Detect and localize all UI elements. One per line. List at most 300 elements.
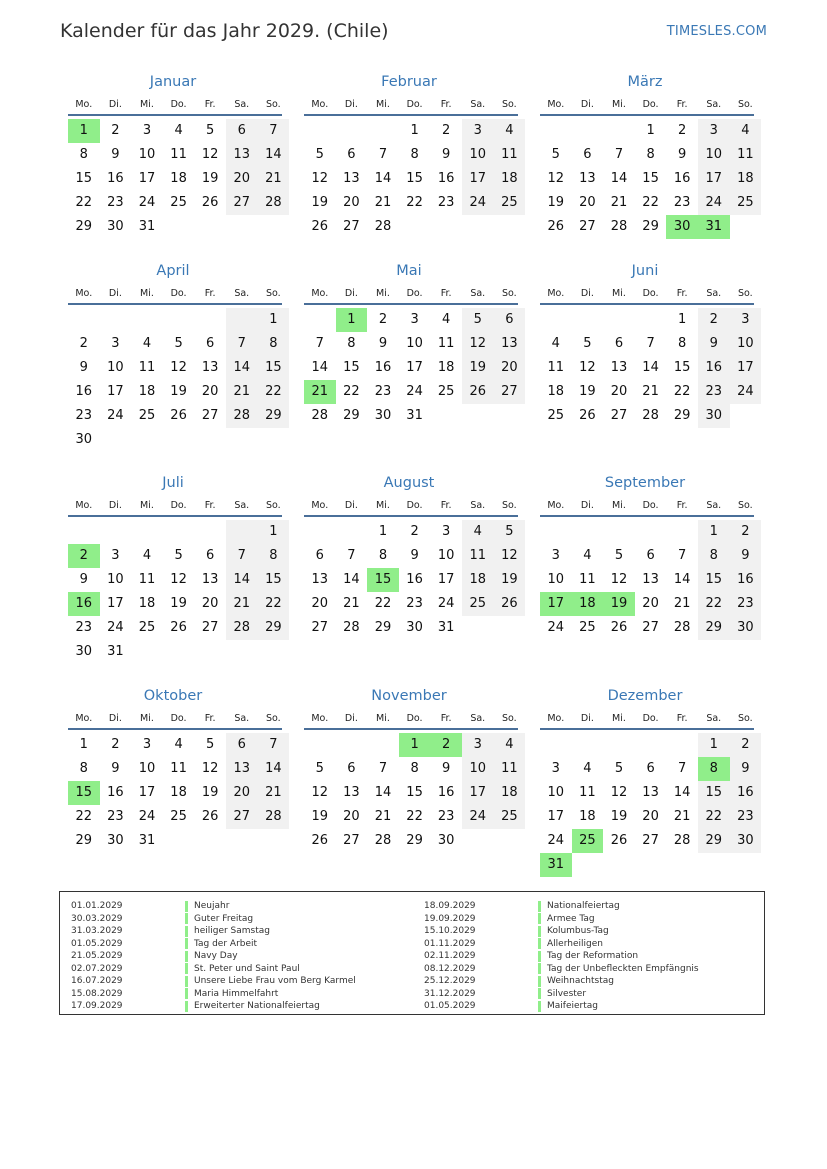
- calendar-day: 8: [347, 336, 356, 351]
- holiday-day: 25: [572, 829, 604, 853]
- legend-entry: [424, 963, 699, 976]
- calendar-day: 15: [258, 568, 290, 592]
- calendar-day: 19: [547, 195, 565, 210]
- weekday-header: [540, 710, 754, 730]
- calendar-day: 26: [610, 833, 628, 848]
- calendar-day: 16: [437, 785, 455, 800]
- holiday-day: 19: [603, 592, 635, 616]
- calendar-day: 3: [551, 761, 560, 776]
- holiday-day: 15: [68, 781, 100, 805]
- legend-date: 01.05.2029: [424, 1001, 476, 1012]
- calendar-day: 15: [673, 360, 691, 375]
- calendar-day: 22: [75, 195, 93, 210]
- calendar-day: 14: [258, 143, 290, 167]
- holiday-day: 21: [304, 380, 336, 404]
- legend-date: 21.05.2029: [71, 951, 123, 962]
- calendar-day: 2: [378, 312, 388, 327]
- calendar-day: 7: [378, 147, 388, 162]
- calendar-day: 10: [462, 757, 494, 781]
- weekday-header: [68, 96, 282, 116]
- weekday-label: Di.: [108, 99, 122, 110]
- weekday-label: Di.: [344, 500, 358, 511]
- month-10: [62, 686, 282, 853]
- calendar-day: 10: [547, 572, 565, 587]
- calendar-day: 18: [462, 568, 494, 592]
- calendar-day: 3: [142, 737, 152, 752]
- calendar-day: 22: [75, 809, 93, 824]
- legend-column-left: [71, 900, 356, 1013]
- calendar-day: 9: [79, 360, 88, 375]
- calendar-day: 12: [610, 785, 628, 800]
- calendar-day: 14: [258, 757, 290, 781]
- calendar-day: 12: [610, 572, 628, 587]
- calendar-day: 24: [138, 195, 156, 210]
- weekday-header: [304, 285, 518, 305]
- calendar-day: 20: [201, 596, 219, 611]
- calendar-day: 16: [698, 356, 730, 380]
- calendar-day: 17: [730, 356, 762, 380]
- calendar-day: 7: [226, 332, 258, 356]
- calendar-day: 9: [678, 147, 687, 162]
- calendar-day: 5: [583, 336, 592, 351]
- legend-color-marker: [538, 913, 541, 924]
- calendar-day: 20: [226, 167, 258, 191]
- legend-entry: [424, 925, 699, 938]
- month-3: [534, 72, 754, 239]
- weekday-header: [304, 497, 518, 517]
- calendar-day: 2: [730, 733, 762, 757]
- calendar-day: 9: [378, 336, 388, 351]
- legend-entry: [424, 950, 699, 963]
- calendar-day: 20: [343, 195, 360, 210]
- calendar-day: 23: [437, 809, 455, 824]
- legend-color-marker: [538, 938, 541, 949]
- weekday-label: Di.: [108, 288, 122, 299]
- weekday-label: Fr.: [676, 500, 688, 511]
- calendar-day: 5: [614, 548, 624, 563]
- calendar-day: 14: [374, 171, 392, 186]
- empty-cell: [572, 733, 604, 757]
- calendar-day: 10: [107, 360, 124, 375]
- calendar-day: 13: [642, 572, 659, 587]
- day-grid: [68, 308, 282, 452]
- calendar-day: 28: [258, 191, 290, 215]
- calendar-day: 9: [111, 147, 120, 162]
- weekday-label: Sa.: [234, 500, 250, 511]
- calendar-day: 22: [698, 805, 730, 829]
- empty-cell: [666, 520, 698, 544]
- calendar-day: 11: [138, 360, 156, 375]
- calendar-day: 24: [406, 384, 423, 399]
- weekday-label: Fr.: [204, 500, 216, 511]
- calendar-day: 19: [170, 596, 187, 611]
- calendar-day: 28: [673, 833, 691, 848]
- weekday-label: Mi.: [376, 500, 390, 511]
- calendar-day: 10: [547, 785, 565, 800]
- day-grid: [304, 119, 518, 239]
- calendar-day: 9: [730, 544, 762, 568]
- calendar-day: 22: [258, 592, 290, 616]
- calendar-day: 6: [494, 308, 526, 332]
- empty-cell: [635, 520, 667, 544]
- legend-date: 18.09.2029: [424, 901, 476, 912]
- calendar-day: 8: [378, 548, 388, 563]
- calendar-day: 14: [610, 171, 628, 186]
- calendar-day: 4: [142, 548, 152, 563]
- calendar-day: 25: [170, 195, 187, 210]
- legend-entry: [71, 988, 356, 1001]
- weekday-header: [68, 285, 282, 305]
- legend-column-right: [424, 900, 699, 1013]
- calendar-day: 21: [258, 781, 290, 805]
- calendar-day: 8: [258, 332, 290, 356]
- weekday-label: Sa.: [470, 713, 486, 724]
- calendar-day: 17: [107, 596, 124, 611]
- weekday-label: Mi.: [140, 500, 154, 511]
- legend-color-marker: [538, 963, 541, 974]
- calendar-day: 6: [583, 147, 592, 162]
- legend-label: Maifeiertag: [547, 1001, 598, 1012]
- day-grid: [304, 733, 518, 853]
- legend-entry: [424, 900, 699, 913]
- calendar-day: 25: [138, 408, 156, 423]
- calendar-day: 4: [494, 119, 526, 143]
- calendar-day: 25: [437, 384, 455, 399]
- weekday-label: So.: [266, 99, 281, 110]
- legend-entry: [71, 1000, 356, 1013]
- calendar-day: 28: [374, 219, 392, 234]
- empty-cell: [572, 119, 604, 143]
- calendar-day: 6: [226, 119, 258, 143]
- calendar-day: 16: [673, 171, 691, 186]
- calendar-day: 29: [698, 829, 730, 853]
- empty-cell: [131, 520, 163, 544]
- calendar-day: 17: [437, 572, 455, 587]
- calendar-day: 22: [406, 195, 423, 210]
- empty-cell: [540, 733, 572, 757]
- empty-cell: [100, 520, 132, 544]
- calendar-day: 24: [730, 380, 762, 404]
- legend-color-marker: [185, 988, 188, 999]
- calendar-day: 1: [410, 123, 419, 138]
- month-name: Juni: [631, 263, 659, 279]
- calendar-day: 13: [311, 572, 329, 587]
- weekday-label: Do.: [406, 99, 423, 110]
- calendar-day: 16: [437, 171, 455, 186]
- brand-link[interactable]: TIMESLES.COM: [666, 24, 767, 39]
- weekday-label: Mi.: [140, 288, 154, 299]
- calendar-day: 23: [374, 384, 392, 399]
- month-5: [298, 261, 518, 428]
- calendar-day: 6: [206, 548, 215, 563]
- calendar-day: 12: [547, 171, 565, 186]
- legend-label: Neujahr: [194, 901, 230, 912]
- calendar-day: 12: [201, 761, 219, 776]
- legend-date: 19.09.2029: [424, 913, 476, 924]
- legend-date: 01.01.2029: [71, 901, 123, 912]
- weekday-label: Do.: [406, 288, 423, 299]
- calendar-day: 12: [311, 171, 329, 186]
- calendar-day: 24: [138, 809, 156, 824]
- empty-cell: [572, 520, 604, 544]
- legend-color-marker: [185, 901, 188, 912]
- calendar-day: 23: [406, 596, 423, 611]
- day-grid: [540, 119, 754, 239]
- calendar-day: 4: [174, 737, 183, 752]
- calendar-day: 2: [111, 737, 120, 752]
- calendar-day: 21: [226, 592, 258, 616]
- empty-cell: [603, 119, 635, 143]
- holiday-day: 30: [666, 215, 698, 239]
- calendar-day: 23: [75, 620, 93, 635]
- calendar-day: 7: [614, 147, 624, 162]
- calendar-day: 15: [406, 171, 423, 186]
- weekday-label: Do.: [642, 99, 659, 110]
- calendar-day: 5: [206, 737, 215, 752]
- calendar-day: 11: [437, 336, 455, 351]
- calendar-day: 22: [642, 195, 659, 210]
- legend-color-marker: [185, 1001, 188, 1012]
- calendar-day: 25: [462, 592, 494, 616]
- empty-cell: [367, 119, 399, 143]
- day-grid: [304, 520, 518, 640]
- weekday-label: Di.: [344, 713, 358, 724]
- legend-entry: [71, 925, 356, 938]
- calendar-day: 8: [646, 147, 655, 162]
- month-name: Juli: [162, 475, 184, 491]
- calendar-day: 20: [343, 809, 360, 824]
- calendar-day: 7: [315, 336, 324, 351]
- calendar-day: 13: [642, 785, 659, 800]
- calendar-day: 1: [698, 520, 730, 544]
- calendar-day: 13: [579, 171, 596, 186]
- weekday-label: Fr.: [440, 713, 452, 724]
- empty-cell: [304, 520, 336, 544]
- calendar-day: 13: [201, 360, 219, 375]
- holiday-day: 8: [698, 757, 730, 781]
- empty-cell: [100, 308, 132, 332]
- calendar-day: 17: [138, 171, 156, 186]
- calendar-day: 27: [343, 833, 360, 848]
- calendar-day: 20: [610, 384, 628, 399]
- calendar-day: 11: [462, 544, 494, 568]
- calendar-day: 13: [494, 332, 526, 356]
- month-name: August: [383, 475, 435, 491]
- weekday-label: Mo.: [75, 99, 93, 110]
- weekday-label: Fr.: [440, 288, 452, 299]
- legend-label: heiliger Samstag: [194, 926, 270, 937]
- calendar-day: 12: [170, 572, 187, 587]
- weekday-label: Mo.: [311, 500, 329, 511]
- weekday-label: So.: [738, 288, 753, 299]
- calendar-day: 16: [730, 781, 762, 805]
- calendar-day: 13: [226, 757, 258, 781]
- calendar-day: 13: [201, 572, 219, 587]
- empty-cell: [635, 308, 667, 332]
- calendar-day: 11: [579, 572, 596, 587]
- calendar-day: 2: [79, 336, 88, 351]
- calendar-day: 13: [226, 143, 258, 167]
- calendar-day: 23: [107, 195, 124, 210]
- weekday-header: [540, 497, 754, 517]
- legend-date: 01.05.2029: [71, 938, 123, 949]
- calendar-day: 26: [610, 620, 628, 635]
- month-4: [62, 261, 282, 452]
- legend-entry: [424, 1000, 699, 1013]
- calendar-day: 18: [437, 360, 455, 375]
- calendar-day: 30: [698, 404, 730, 428]
- holiday-day: 16: [68, 592, 100, 616]
- calendar-day: 11: [494, 757, 526, 781]
- calendar-day: 21: [673, 596, 691, 611]
- calendar-day: 3: [730, 308, 762, 332]
- holiday-day: 31: [540, 853, 572, 877]
- calendar-day: 3: [410, 312, 419, 327]
- day-grid: [540, 308, 754, 428]
- legend-date: 31.03.2029: [71, 926, 123, 937]
- calendar-day: 25: [170, 809, 187, 824]
- calendar-day: 16: [107, 785, 124, 800]
- calendar-day: 10: [437, 548, 455, 563]
- calendar-day: 30: [374, 408, 392, 423]
- legend-label: St. Peter und Saint Paul: [194, 963, 300, 974]
- calendar-day: 10: [138, 147, 156, 162]
- calendar-day: 16: [75, 384, 93, 399]
- calendar-day: 6: [646, 548, 655, 563]
- empty-cell: [163, 520, 195, 544]
- weekday-label: Mi.: [376, 99, 390, 110]
- calendar-day: 12: [311, 785, 329, 800]
- calendar-day: 26: [579, 408, 596, 423]
- legend-label: Silvester: [547, 988, 587, 999]
- weekday-label: So.: [502, 99, 517, 110]
- calendar-day: 19: [201, 171, 219, 186]
- calendar-day: 8: [698, 544, 730, 568]
- legend-label: Navy Day: [194, 951, 238, 962]
- legend-entry: [424, 988, 699, 1001]
- weekday-label: Di.: [580, 99, 594, 110]
- calendar-day: 27: [642, 620, 659, 635]
- calendar-day: 14: [226, 568, 258, 592]
- month-name: Dezember: [607, 688, 683, 704]
- calendar-day: 17: [462, 167, 494, 191]
- weekday-label: So.: [502, 288, 517, 299]
- calendar-day: 30: [75, 644, 93, 659]
- calendar-day: 28: [258, 805, 290, 829]
- weekday-label: Fr.: [204, 99, 216, 110]
- weekday-label: Mi.: [140, 99, 154, 110]
- calendar-day: 10: [406, 336, 423, 351]
- calendar-day: 25: [494, 805, 526, 829]
- calendar-day: 18: [138, 384, 156, 399]
- calendar-day: 21: [258, 167, 290, 191]
- calendar-day: 25: [730, 191, 762, 215]
- empty-cell: [68, 520, 100, 544]
- day-grid: [68, 520, 282, 664]
- calendar-day: 22: [698, 592, 730, 616]
- calendar-day: 8: [410, 147, 419, 162]
- calendar-day: 29: [642, 219, 659, 234]
- calendar-day: 4: [583, 761, 592, 776]
- calendar-day: 17: [462, 781, 494, 805]
- day-grid: [540, 520, 754, 640]
- legend-color-marker: [538, 901, 541, 912]
- empty-cell: [367, 733, 399, 757]
- calendar-day: 22: [406, 809, 423, 824]
- weekday-label: Mo.: [75, 288, 93, 299]
- weekday-label: Di.: [580, 288, 594, 299]
- calendar-day: 10: [107, 572, 124, 587]
- calendar-day: 19: [579, 384, 596, 399]
- weekday-label: Mi.: [612, 713, 626, 724]
- calendar-day: 9: [698, 332, 730, 356]
- calendar-day: 11: [730, 143, 762, 167]
- calendar-day: 7: [678, 548, 687, 563]
- month-name: Oktober: [143, 688, 203, 704]
- calendar-day: 5: [206, 123, 215, 138]
- calendar-day: 26: [170, 620, 187, 635]
- calendar-day: 18: [170, 785, 187, 800]
- calendar-day: 6: [347, 147, 356, 162]
- calendar-day: 7: [678, 761, 687, 776]
- calendar-day: 1: [79, 737, 88, 752]
- legend-entry: [71, 975, 356, 988]
- legend-label: Allerheiligen: [547, 938, 603, 949]
- calendar-day: 27: [201, 408, 219, 423]
- calendar-day: 1: [258, 308, 290, 332]
- calendar-day: 20: [226, 781, 258, 805]
- calendar-day: 21: [610, 195, 628, 210]
- legend-date: 15.10.2029: [424, 926, 476, 937]
- empty-cell: [540, 119, 572, 143]
- calendar-day: 29: [343, 408, 360, 423]
- weekday-label: Do.: [170, 713, 187, 724]
- calendar-day: 27: [642, 833, 659, 848]
- weekday-label: Mo.: [311, 99, 329, 110]
- weekday-label: Mo.: [547, 713, 565, 724]
- empty-cell: [226, 308, 258, 332]
- month-9: [534, 473, 754, 640]
- calendar-day: 15: [698, 568, 730, 592]
- calendar-day: 30: [107, 833, 124, 848]
- weekday-label: Mo.: [547, 99, 565, 110]
- calendar-day: 13: [343, 171, 360, 186]
- calendar-day: 27: [201, 620, 219, 635]
- empty-cell: [635, 733, 667, 757]
- weekday-label: Mi.: [376, 288, 390, 299]
- holiday-day: 15: [367, 568, 399, 592]
- weekday-label: Di.: [344, 288, 358, 299]
- calendar-day: 27: [226, 805, 258, 829]
- calendar-day: 5: [174, 336, 183, 351]
- calendar-day: 21: [226, 380, 258, 404]
- weekday-label: Mo.: [547, 500, 565, 511]
- weekday-label: So.: [266, 713, 281, 724]
- empty-cell: [572, 308, 604, 332]
- calendar-day: 22: [374, 596, 392, 611]
- calendar-day: 14: [343, 572, 360, 587]
- calendar-day: 30: [406, 620, 423, 635]
- calendar-day: 19: [610, 809, 628, 824]
- calendar-day: 2: [111, 123, 120, 138]
- weekday-label: So.: [738, 713, 753, 724]
- empty-cell: [163, 308, 195, 332]
- calendar-day: 16: [107, 171, 124, 186]
- calendar-day: 30: [730, 829, 762, 853]
- calendar-day: 23: [107, 809, 124, 824]
- calendar-day: 2: [730, 520, 762, 544]
- calendar-day: 25: [494, 191, 526, 215]
